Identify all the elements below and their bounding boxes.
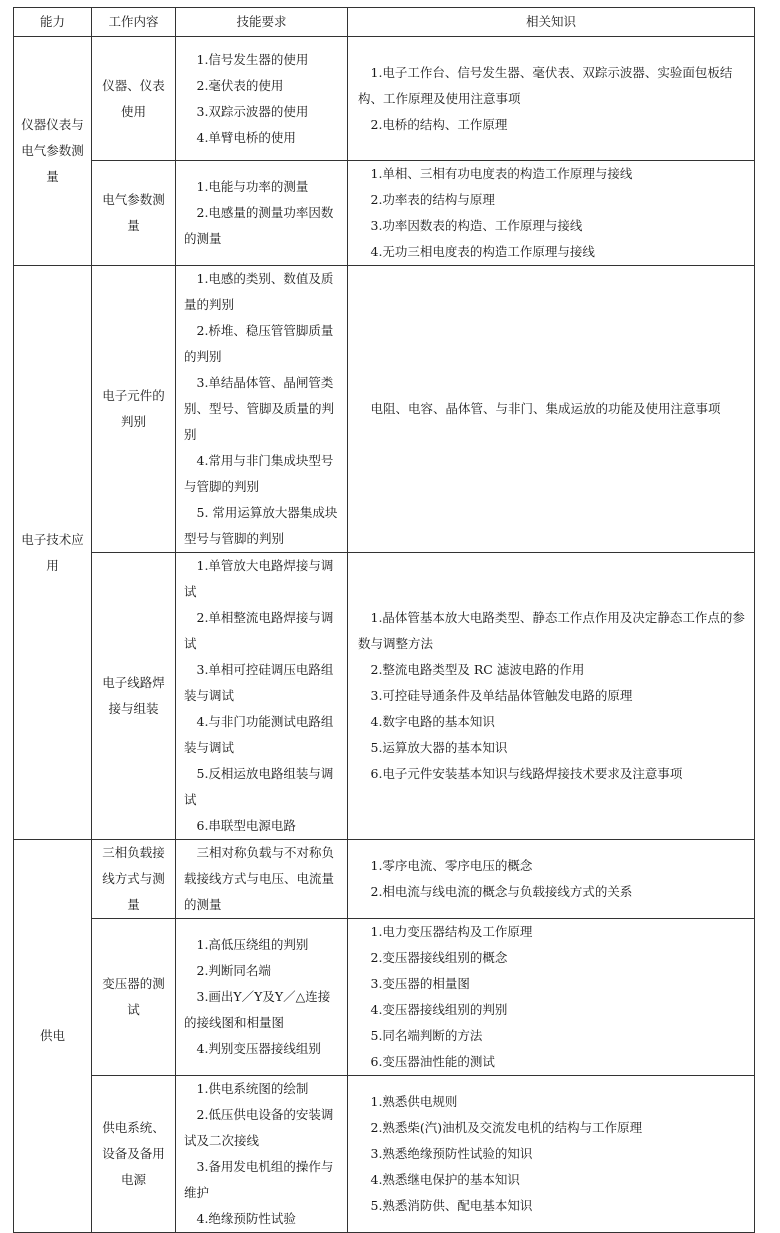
work-cell: 电气参数测量 (92, 161, 176, 266)
knowledge-item: 5.熟悉消防供、配电基本知识 (370, 1198, 533, 1213)
work-cell: 供电系统、设备及备用电源 (92, 1076, 176, 1233)
skill-item: 3.画出Y／Y及Y／△连接的接线图和相量图 (184, 989, 331, 1030)
work-cell: 变压器的测试 (92, 919, 176, 1076)
knowledge-cell (348, 161, 755, 266)
skill-item: 三相对称负载与不对称负载接线方式与电压、电流量的测量 (184, 845, 335, 912)
header-skills: 技能要求 (176, 8, 348, 37)
knowledge-cell (348, 553, 755, 840)
skill-item: 4.绝缘预防性试验 (196, 1211, 296, 1226)
skill-item: 2.判断同名端 (196, 963, 271, 978)
knowledge-item: 1.零序电流、零序电压的概念 (370, 858, 533, 873)
ability-cell: 供电 (14, 840, 92, 1233)
knowledge-item: 5.运算放大器的基本知识 (370, 740, 508, 755)
skill-item: 3.双踪示波器的使用 (196, 103, 309, 119)
table-row (14, 919, 755, 1076)
skills-cell (176, 840, 348, 919)
skill-item: 2.单相整流电路焊接与调试 (184, 610, 334, 651)
skill-item: 4.常用与非门集成块型号与管脚的判别 (184, 453, 334, 494)
table-row (14, 1076, 755, 1233)
knowledge-cell (348, 919, 755, 1076)
skill-item: 6.串联型电源电路 (196, 818, 296, 833)
knowledge-cell (348, 266, 755, 553)
skill-item: 3.单结晶体管、晶闸管类别、型号、管脚及质量的判别 (184, 375, 335, 442)
knowledge-item: 1.电力变压器结构及工作原理 (370, 924, 533, 939)
skill-item: 2.电感量的测量功率因数的测量 (184, 205, 334, 246)
skills-cell (176, 266, 348, 553)
skills-table (13, 7, 755, 1233)
knowledge-item: 2.熟悉柴(汽)油机及交流发电机的结构与工作原理 (370, 1120, 643, 1135)
knowledge-item: 3.熟悉绝缘预防性试验的知识 (370, 1146, 533, 1161)
knowledge-item: 6.电子元件安装基本知识与线路焊接技术要求及注意事项 (370, 766, 683, 781)
skill-item: 4.判别变压器接线组别 (196, 1041, 321, 1056)
ability-cell: 仪器仪表与电气参数测量 (14, 37, 92, 266)
work-cell: 仪器、仪表使用 (92, 37, 176, 161)
knowledge-item: 4.熟悉继电保护的基本知识 (370, 1172, 520, 1187)
skill-item: 4.与非门功能测试电路组装与调试 (184, 714, 334, 755)
skill-item: 1.供电系统图的绘制 (196, 1081, 309, 1096)
knowledge-item: 3.变压器的相量图 (370, 976, 470, 991)
ability-cell: 电子技术应用 (14, 266, 92, 840)
header-row (14, 8, 755, 37)
knowledge-item: 4.数字电路的基本知识 (370, 714, 495, 729)
knowledge-item: 3.可控硅导通条件及单结晶体管触发电路的原理 (370, 688, 633, 703)
knowledge-item: 5.同名端判断的方法 (370, 1028, 483, 1043)
skill-item: 1.单管放大电路焊接与调试 (184, 558, 334, 599)
skills-cell (176, 37, 348, 161)
skill-item: 5.反相运放电路组装与调试 (184, 766, 334, 807)
header-work: 工作内容 (92, 8, 176, 37)
work-cell: 电子线路焊接与组装 (92, 553, 176, 840)
skill-item: 2.低压供电设备的安装调试及二次接线 (184, 1107, 334, 1148)
knowledge-item: 2.电桥的结构、工作原理 (370, 116, 508, 132)
table-row (14, 553, 755, 840)
knowledge-item: 4.无功三相电度表的构造工作原理与接线 (370, 244, 595, 259)
skill-item: 1.电能与功率的测量 (196, 179, 309, 194)
header-knowledge: 相关知识 (348, 8, 755, 37)
knowledge-item: 1.熟悉供电规则 (370, 1094, 458, 1109)
knowledge-item: 1.电子工作台、信号发生器、毫伏表、双踪示波器、实验面包板结构、工作原理及使用注意事项 (358, 64, 733, 106)
skills-cell (176, 161, 348, 266)
table-row (14, 37, 755, 161)
knowledge-item: 6.变压器油性能的测试 (370, 1054, 495, 1069)
table-row (14, 161, 755, 266)
knowledge-item: 2.整流电路类型及 RC 滤波电路的作用 (370, 662, 585, 677)
skill-item: 4.单臂电桥的使用 (196, 129, 296, 145)
knowledge-item: 1.晶体管基本放大电路类型、静态工作点作用及决定静态工作点的参数与调整方法 (358, 610, 745, 651)
skills-cell (176, 1076, 348, 1233)
knowledge-cell (348, 840, 755, 919)
skill-item: 1.高低压绕组的判别 (196, 937, 309, 952)
skill-item: 1.信号发生器的使用 (196, 51, 309, 67)
knowledge-item: 3.功率因数表的构造、工作原理与接线 (370, 218, 583, 233)
skill-item: 5. 常用运算放大器集成块型号与管脚的判别 (184, 505, 338, 546)
knowledge-item: 1.单相、三相有功电度表的构造工作原理与接线 (370, 166, 633, 181)
skills-cell (176, 553, 348, 840)
header-ability: 能力 (14, 8, 92, 37)
work-cell: 电子元件的判别 (92, 266, 176, 553)
knowledge-item: 电阻、电容、晶体管、与非门、集成运放的功能及使用注意事项 (370, 401, 721, 416)
skill-item: 3.备用发电机组的操作与维护 (184, 1159, 334, 1200)
table-row (14, 840, 755, 919)
skill-item: 1.电感的类别、数值及质量的判别 (184, 271, 334, 312)
skill-item: 2.桥堆、稳压管管脚质量的判别 (184, 323, 334, 364)
knowledge-item: 2.功率表的结构与原理 (370, 192, 495, 207)
knowledge-cell (348, 1076, 755, 1233)
work-cell: 三相负载接线方式与测量 (92, 840, 176, 919)
knowledge-item: 4.变压器接线组别的判别 (370, 1002, 508, 1017)
table-row (14, 266, 755, 553)
knowledge-item: 2.相电流与线电流的概念与负载接线方式的关系 (370, 884, 633, 899)
skills-cell (176, 919, 348, 1076)
skill-item: 3.单相可控硅调压电路组装与调试 (184, 662, 334, 703)
knowledge-item: 2.变压器接线组别的概念 (370, 950, 508, 965)
skill-item: 2.毫伏表的使用 (196, 77, 284, 93)
knowledge-cell (348, 37, 755, 161)
